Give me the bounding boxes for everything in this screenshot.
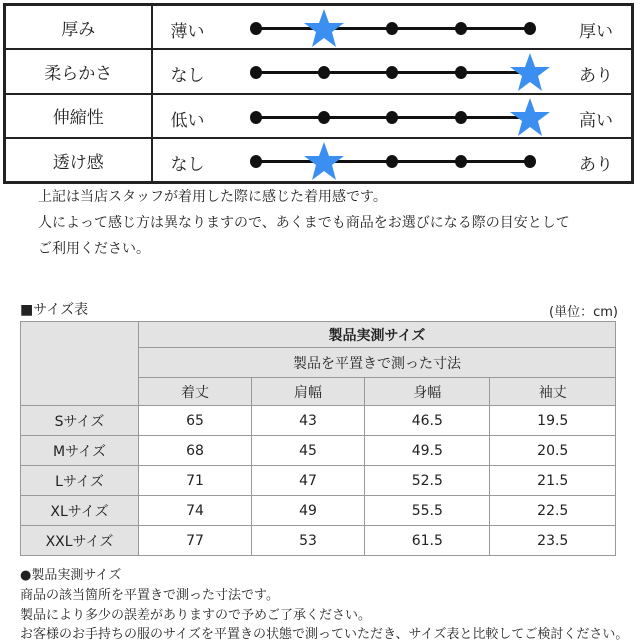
measurement-cell: 49	[252, 496, 365, 526]
star-icon	[303, 8, 345, 48]
scale-dot	[250, 111, 262, 124]
note-line: 人によって感じ方は異なりますので、あくまでも商品をお選びになる際の目安として	[38, 215, 570, 231]
table-row	[21, 526, 616, 556]
column-header: 袖丈	[490, 378, 616, 406]
low-label: なし	[170, 155, 205, 175]
measurement-cell: 77	[139, 526, 252, 556]
column-header: 着丈	[139, 378, 252, 406]
scale-dot	[250, 155, 262, 168]
measurement-cell: 19.5	[490, 406, 616, 436]
low-label: 薄い	[170, 22, 205, 42]
scale-dot	[318, 111, 330, 124]
scale-dot	[455, 155, 467, 168]
size-table	[20, 321, 616, 556]
fit-feel-table	[3, 3, 634, 184]
high-label: 高い	[579, 110, 613, 131]
low-label: 低い	[170, 110, 205, 131]
scale-dot	[318, 66, 330, 79]
measurement-cell: 68	[139, 436, 252, 466]
size-table-title: ■サイズ表	[20, 302, 89, 318]
rating-scale	[152, 49, 633, 94]
measurement-cell: 53	[252, 526, 365, 556]
scale-dot	[386, 66, 398, 79]
measurement-cell: 21.5	[490, 466, 616, 496]
footnote: お客様のお手持ちの服のサイズを平置きの状態で測っていただき、サイズ表と比較してご検討ください。	[20, 627, 629, 642]
measurement-cell: 45	[252, 436, 365, 466]
scale-dot	[524, 22, 536, 35]
star-icon	[509, 97, 551, 137]
scale-dot	[386, 111, 398, 124]
table-row	[21, 406, 616, 436]
high-label: あり	[579, 66, 613, 86]
low-label: なし	[170, 66, 205, 86]
footnote: ●製品実測サイズ	[20, 568, 122, 583]
rating-scale	[152, 94, 633, 139]
attribute-name: 厚み	[5, 5, 152, 50]
table-row	[21, 496, 616, 526]
feel-row	[5, 94, 633, 139]
measurement-cell: 71	[139, 466, 252, 496]
attribute-name: 透け感	[5, 138, 152, 183]
rating-scale	[152, 5, 633, 50]
feel-row	[5, 138, 633, 183]
star-icon	[509, 52, 551, 92]
attribute-name: 柔らかさ	[5, 49, 152, 94]
high-label: あり	[579, 155, 613, 175]
table-row	[21, 466, 616, 496]
scale-dot	[250, 66, 262, 79]
subheader-cell: 製品を平置きで測った寸法	[139, 348, 616, 378]
header-cell: 製品実測サイズ	[139, 322, 616, 348]
feel-row	[5, 5, 633, 50]
measurement-cell: 43	[252, 406, 365, 436]
size-label: XLサイズ	[21, 496, 139, 526]
unit-label: (単位：cm)	[549, 305, 618, 320]
measurement-cell: 65	[139, 406, 252, 436]
scale-dot	[524, 155, 536, 168]
measurement-cell: 23.5	[490, 526, 616, 556]
scale-dot	[455, 111, 467, 124]
attribute-name: 伸縮性	[5, 94, 152, 139]
scale-dot	[455, 66, 467, 79]
measurement-cell: 49.5	[365, 436, 490, 466]
star-icon	[303, 141, 345, 181]
table-row	[21, 436, 616, 466]
high-label: 厚い	[579, 22, 613, 42]
rating-scale	[152, 138, 633, 183]
feel-row	[5, 49, 633, 94]
measurement-cell: 46.5	[365, 406, 490, 436]
note-line: ご利用ください。	[38, 241, 150, 257]
size-label: Lサイズ	[21, 466, 139, 496]
measurement-cell: 74	[139, 496, 252, 526]
column-header: 肩幅	[252, 378, 365, 406]
scale-dot	[386, 22, 398, 35]
measurement-cell: 55.5	[365, 496, 490, 526]
measurement-cell: 20.5	[490, 436, 616, 466]
size-label: Mサイズ	[21, 436, 139, 466]
measurement-cell: 47	[252, 466, 365, 496]
scale-dot	[386, 155, 398, 168]
measurement-cell: 61.5	[365, 526, 490, 556]
column-header: 身幅	[365, 378, 490, 406]
scale-dot	[250, 22, 262, 35]
size-label: XXLサイズ	[21, 526, 139, 556]
footnote: 製品により多少の誤差がありますので予めご了承ください。	[20, 608, 372, 623]
scale-dot	[455, 22, 467, 35]
measurement-cell: 52.5	[365, 466, 490, 496]
size-label: Sサイズ	[21, 406, 139, 436]
note-line: 上記は当店スタッフが着用した際に感じた着用感です。	[38, 189, 387, 205]
footnote: 商品の該当箇所を平置きで測った寸法です。	[20, 588, 279, 603]
corner-cell	[21, 322, 139, 406]
measurement-cell: 22.5	[490, 496, 616, 526]
